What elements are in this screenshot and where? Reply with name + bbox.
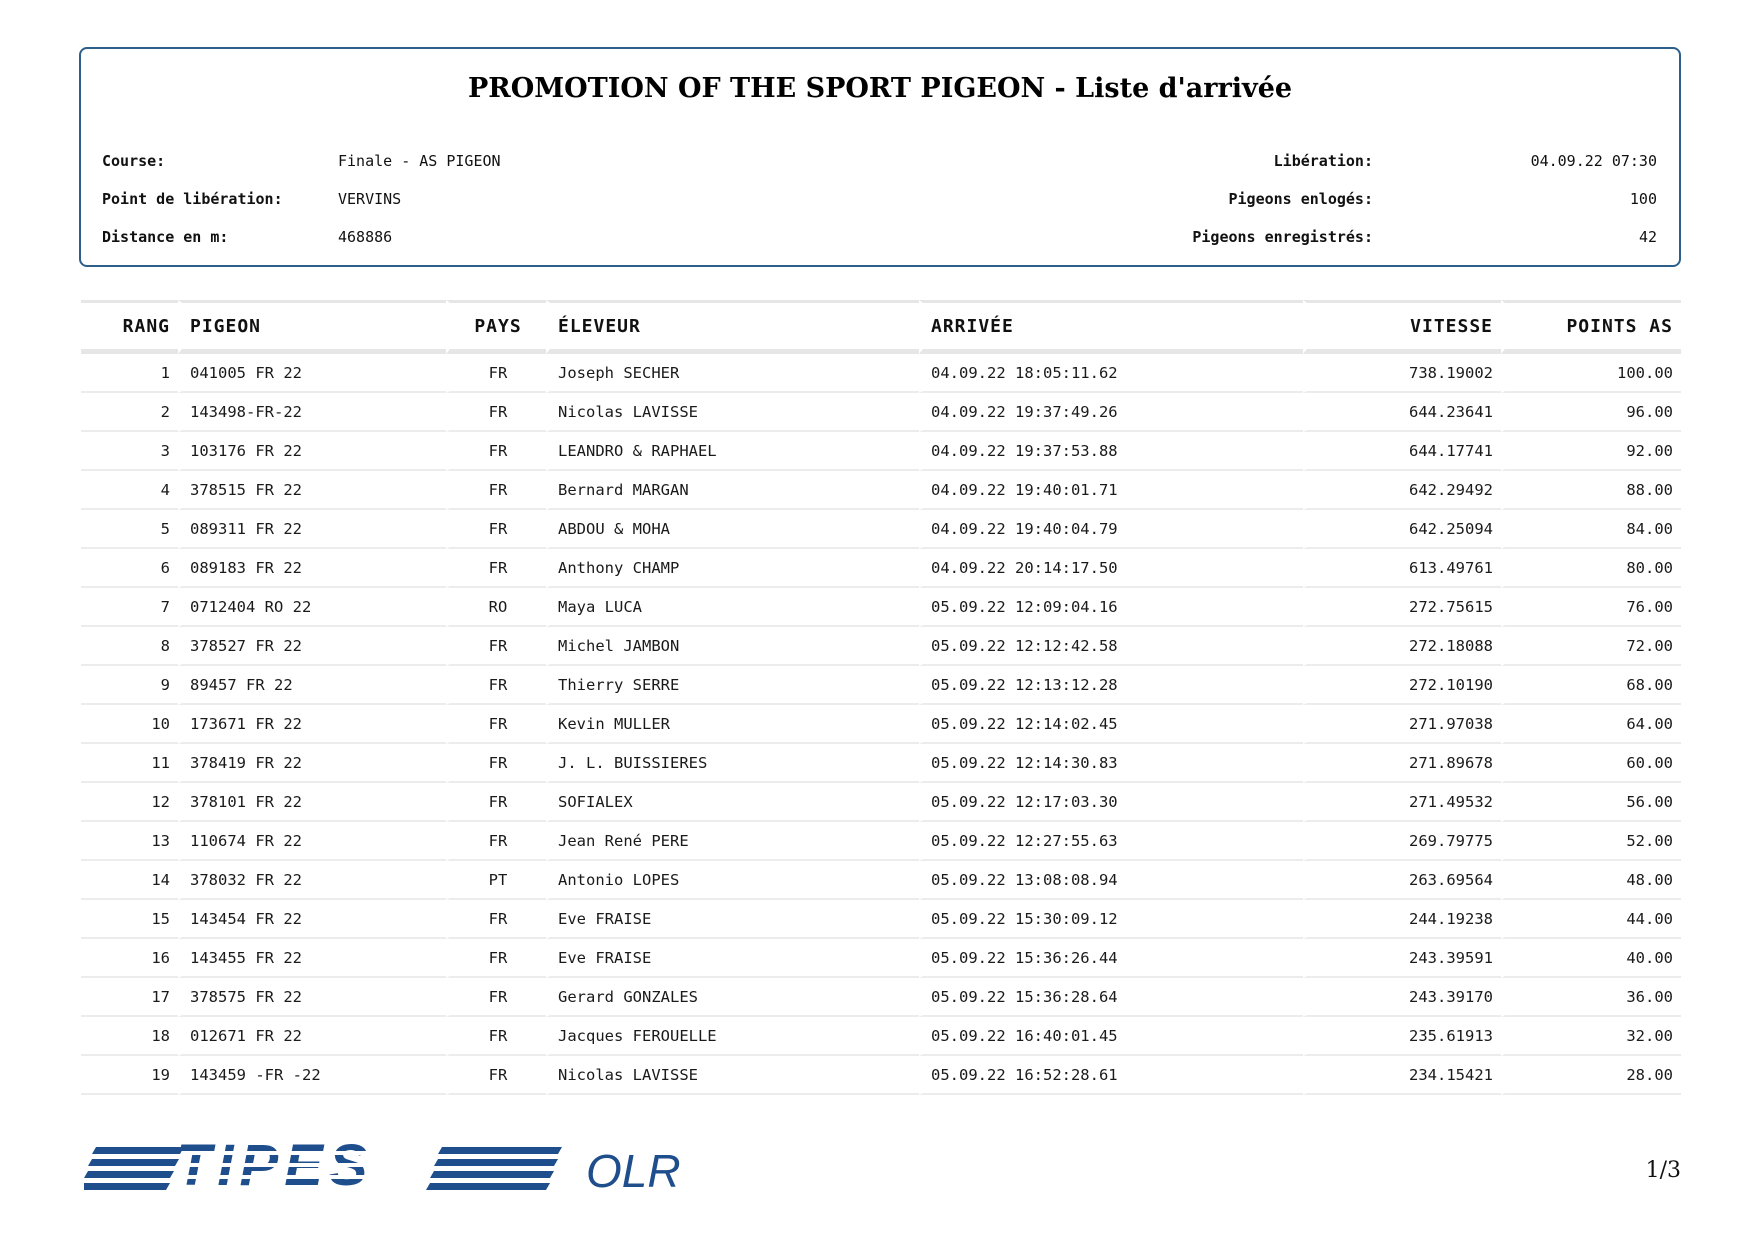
cell-pays: FR	[446, 744, 546, 783]
table-row	[81, 510, 1681, 549]
cell-arrivee: 05.09.22 12:12:42.58	[919, 627, 1303, 666]
cell-arrivee: 05.09.22 16:52:28.61	[919, 1056, 1303, 1095]
cell-arrivee: 04.09.22 19:40:01.71	[919, 471, 1303, 510]
cell-pigeon: 378032 FR 22	[178, 861, 446, 900]
cell-rang: 11	[81, 744, 178, 783]
cell-points: 40.00	[1501, 939, 1681, 978]
table-row	[81, 705, 1681, 744]
cell-pigeon: 0712404 RO 22	[178, 588, 446, 627]
cell-pigeon: 143454 FR 22	[178, 900, 446, 939]
cell-eleveur: Jean René PERE	[546, 822, 919, 861]
cell-pays: FR	[446, 510, 546, 549]
arrival-results-table	[81, 300, 1681, 1095]
cell-rang: 16	[81, 939, 178, 978]
column-header-points: POINTS AS	[1501, 300, 1681, 354]
cell-pays: FR	[446, 900, 546, 939]
table-row	[81, 666, 1681, 705]
cell-arrivee: 05.09.22 13:08:08.94	[919, 861, 1303, 900]
cell-pays: PT	[446, 861, 546, 900]
cell-arrivee: 05.09.22 12:17:03.30	[919, 783, 1303, 822]
release-point-value: VERVINS	[338, 190, 402, 208]
cell-rang: 17	[81, 978, 178, 1017]
cell-arrivee: 05.09.22 15:36:26.44	[919, 939, 1303, 978]
cell-pigeon: 143498-FR-22	[178, 393, 446, 432]
cell-pigeon: 378575 FR 22	[178, 978, 446, 1017]
cell-points: 52.00	[1501, 822, 1681, 861]
cell-eleveur: Anthony CHAMP	[546, 549, 919, 588]
cell-eleveur: Jacques FEROUELLE	[546, 1017, 919, 1056]
cell-points: 100.00	[1501, 354, 1681, 393]
course-value: Finale - AS PIGEON	[338, 152, 501, 170]
cell-vitesse: 642.25094	[1303, 510, 1501, 549]
cell-eleveur: Michel JAMBON	[546, 627, 919, 666]
cell-vitesse: 269.79775	[1303, 822, 1501, 861]
distance-label: Distance en m:	[102, 228, 229, 246]
cell-vitesse: 642.29492	[1303, 471, 1501, 510]
cell-eleveur: Kevin MULLER	[546, 705, 919, 744]
table-row	[81, 471, 1681, 510]
cell-vitesse: 244.19238	[1303, 900, 1501, 939]
cell-eleveur: J. L. BUISSIERES	[546, 744, 919, 783]
cell-rang: 7	[81, 588, 178, 627]
cell-pays: FR	[446, 1017, 546, 1056]
cell-vitesse: 271.49532	[1303, 783, 1501, 822]
cell-arrivee: 04.09.22 19:37:53.88	[919, 432, 1303, 471]
cell-arrivee: 05.09.22 12:27:55.63	[919, 822, 1303, 861]
cell-points: 28.00	[1501, 1056, 1681, 1095]
column-header-arrivee: ARRIVÉE	[919, 300, 1303, 354]
cell-pays: FR	[446, 549, 546, 588]
cell-points: 88.00	[1501, 471, 1681, 510]
cell-pays: FR	[446, 939, 546, 978]
cell-pays: FR	[446, 471, 546, 510]
cell-rang: 10	[81, 705, 178, 744]
cell-pigeon: 089183 FR 22	[178, 549, 446, 588]
cell-vitesse: 263.69564	[1303, 861, 1501, 900]
table-row	[81, 627, 1681, 666]
cell-points: 80.00	[1501, 549, 1681, 588]
race-info-box	[79, 47, 1681, 267]
table-row	[81, 744, 1681, 783]
cell-rang: 5	[81, 510, 178, 549]
cell-pigeon: 110674 FR 22	[178, 822, 446, 861]
cell-pays: FR	[446, 627, 546, 666]
cell-pigeon: 143459 -FR -22	[178, 1056, 446, 1095]
cell-eleveur: Antonio LOPES	[546, 861, 919, 900]
cell-vitesse: 272.75615	[1303, 588, 1501, 627]
cell-pigeon: 378419 FR 22	[178, 744, 446, 783]
cell-arrivee: 04.09.22 19:37:49.26	[919, 393, 1303, 432]
cell-vitesse: 272.10190	[1303, 666, 1501, 705]
cell-pays: FR	[446, 393, 546, 432]
cell-eleveur: Bernard MARGAN	[546, 471, 919, 510]
cell-vitesse: 243.39591	[1303, 939, 1501, 978]
cell-rang: 15	[81, 900, 178, 939]
cell-eleveur: Gerard GONZALES	[546, 978, 919, 1017]
table-row	[81, 1056, 1681, 1095]
cell-pigeon: 089311 FR 22	[178, 510, 446, 549]
cell-pigeon: 103176 FR 22	[178, 432, 446, 471]
cell-pigeon: 012671 FR 22	[178, 1017, 446, 1056]
table-row	[81, 1017, 1681, 1056]
cell-pays: FR	[446, 1056, 546, 1095]
cell-points: 32.00	[1501, 1017, 1681, 1056]
cell-rang: 12	[81, 783, 178, 822]
cell-rang: 2	[81, 393, 178, 432]
cell-pays: RO	[446, 588, 546, 627]
table-row	[81, 588, 1681, 627]
cell-eleveur: LEANDRO & RAPHAEL	[546, 432, 919, 471]
cell-vitesse: 272.18088	[1303, 627, 1501, 666]
cell-eleveur: Nicolas LAVISSE	[546, 1056, 919, 1095]
cell-vitesse: 271.97038	[1303, 705, 1501, 744]
cell-eleveur: Nicolas LAVISSE	[546, 393, 919, 432]
cell-pigeon: 89457 FR 22	[178, 666, 446, 705]
cell-arrivee: 04.09.22 18:05:11.62	[919, 354, 1303, 393]
column-header-pays: PAYS	[446, 300, 546, 354]
cell-rang: 14	[81, 861, 178, 900]
cell-rang: 6	[81, 549, 178, 588]
table-row	[81, 354, 1681, 393]
cell-points: 96.00	[1501, 393, 1681, 432]
cell-arrivee: 05.09.22 16:40:01.45	[919, 1017, 1303, 1056]
distance-value: 468886	[338, 228, 393, 246]
cell-points: 72.00	[1501, 627, 1681, 666]
cell-pays: FR	[446, 666, 546, 705]
column-header-rang: RANG	[81, 300, 178, 354]
cell-arrivee: 05.09.22 12:09:04.16	[919, 588, 1303, 627]
page-number: 1/3	[1645, 1158, 1681, 1183]
cell-vitesse: 613.49761	[1303, 549, 1501, 588]
cell-eleveur: Eve FRAISE	[546, 900, 919, 939]
release-point-label: Point de libération:	[102, 190, 283, 208]
cell-vitesse: 738.19002	[1303, 354, 1501, 393]
cell-vitesse: 243.39170	[1303, 978, 1501, 1017]
cell-pigeon: 378101 FR 22	[178, 783, 446, 822]
cell-rang: 4	[81, 471, 178, 510]
cell-rang: 1	[81, 354, 178, 393]
cell-points: 44.00	[1501, 900, 1681, 939]
table-row	[81, 549, 1681, 588]
cell-rang: 19	[81, 1056, 178, 1095]
document-title: PROMOTION OF THE SPORT PIGEON - Liste d'arrivée	[467, 73, 1293, 104]
cell-pigeon: 143455 FR 22	[178, 939, 446, 978]
cell-vitesse: 644.23641	[1303, 393, 1501, 432]
cell-rang: 18	[81, 1017, 178, 1056]
cell-pigeon: 173671 FR 22	[178, 705, 446, 744]
table-row	[81, 822, 1681, 861]
cell-rang: 8	[81, 627, 178, 666]
logo-suffix: OLR	[586, 1145, 681, 1193]
cell-points: 36.00	[1501, 978, 1681, 1017]
cell-arrivee: 05.09.22 15:30:09.12	[919, 900, 1303, 939]
registered-label: Pigeons enregistrés:	[1192, 228, 1373, 246]
cell-pays: FR	[446, 978, 546, 1017]
logo-right-stripes	[426, 1147, 562, 1190]
cell-eleveur: SOFIALEX	[546, 783, 919, 822]
cell-arrivee: 04.09.22 19:40:04.79	[919, 510, 1303, 549]
cell-vitesse: 271.89678	[1303, 744, 1501, 783]
cell-pays: FR	[446, 432, 546, 471]
cell-eleveur: Thierry SERRE	[546, 666, 919, 705]
cell-vitesse: 234.15421	[1303, 1056, 1501, 1095]
column-header-vitesse: VITESSE	[1303, 300, 1501, 354]
cell-pays: FR	[446, 705, 546, 744]
basketed-value: 100	[1629, 190, 1657, 208]
cell-points: 64.00	[1501, 705, 1681, 744]
cell-arrivee: 05.09.22 15:36:28.64	[919, 978, 1303, 1017]
cell-pigeon: 378527 FR 22	[178, 627, 446, 666]
cell-points: 48.00	[1501, 861, 1681, 900]
cell-vitesse: 644.17741	[1303, 432, 1501, 471]
cell-eleveur: Maya LUCA	[546, 588, 919, 627]
table-row	[81, 939, 1681, 978]
table-row	[81, 783, 1681, 822]
cell-pays: FR	[446, 822, 546, 861]
cell-points: 60.00	[1501, 744, 1681, 783]
cell-points: 56.00	[1501, 783, 1681, 822]
cell-arrivee: 04.09.22 20:14:17.50	[919, 549, 1303, 588]
cell-points: 76.00	[1501, 588, 1681, 627]
cell-arrivee: 05.09.22 12:13:12.28	[919, 666, 1303, 705]
cell-rang: 3	[81, 432, 178, 471]
cell-pigeon: 041005 FR 22	[178, 354, 446, 393]
cell-pays: FR	[446, 354, 546, 393]
registered-value: 42	[1638, 228, 1657, 246]
table-row	[81, 978, 1681, 1017]
cell-eleveur: Eve FRAISE	[546, 939, 919, 978]
table-row	[81, 900, 1681, 939]
table-row	[81, 432, 1681, 471]
results-body	[81, 354, 1681, 1095]
cell-points: 84.00	[1501, 510, 1681, 549]
cell-eleveur: Joseph SECHER	[546, 354, 919, 393]
cell-rang: 13	[81, 822, 178, 861]
table-row	[81, 393, 1681, 432]
cell-points: 68.00	[1501, 666, 1681, 705]
logo-left-stripes	[84, 1147, 184, 1190]
release-value: 04.09.22 07:30	[1530, 152, 1657, 170]
cell-pigeon: 378515 FR 22	[178, 471, 446, 510]
cell-points: 92.00	[1501, 432, 1681, 471]
cell-vitesse: 235.61913	[1303, 1017, 1501, 1056]
cell-arrivee: 05.09.22 12:14:30.83	[919, 744, 1303, 783]
column-header-pigeon: PIGEON	[178, 300, 446, 354]
basketed-label: Pigeons enlogés:	[1228, 190, 1373, 208]
tipes-olr-logo	[84, 1143, 684, 1193]
release-label: Libération:	[1273, 152, 1373, 170]
table-row	[81, 861, 1681, 900]
cell-rang: 9	[81, 666, 178, 705]
column-header-eleveur: ÉLEVEUR	[546, 300, 919, 354]
cell-arrivee: 05.09.22 12:14:02.45	[919, 705, 1303, 744]
table-header-row	[81, 300, 1681, 354]
course-label: Course:	[102, 152, 166, 170]
cell-eleveur: ABDOU & MOHA	[546, 510, 919, 549]
cell-pays: FR	[446, 783, 546, 822]
